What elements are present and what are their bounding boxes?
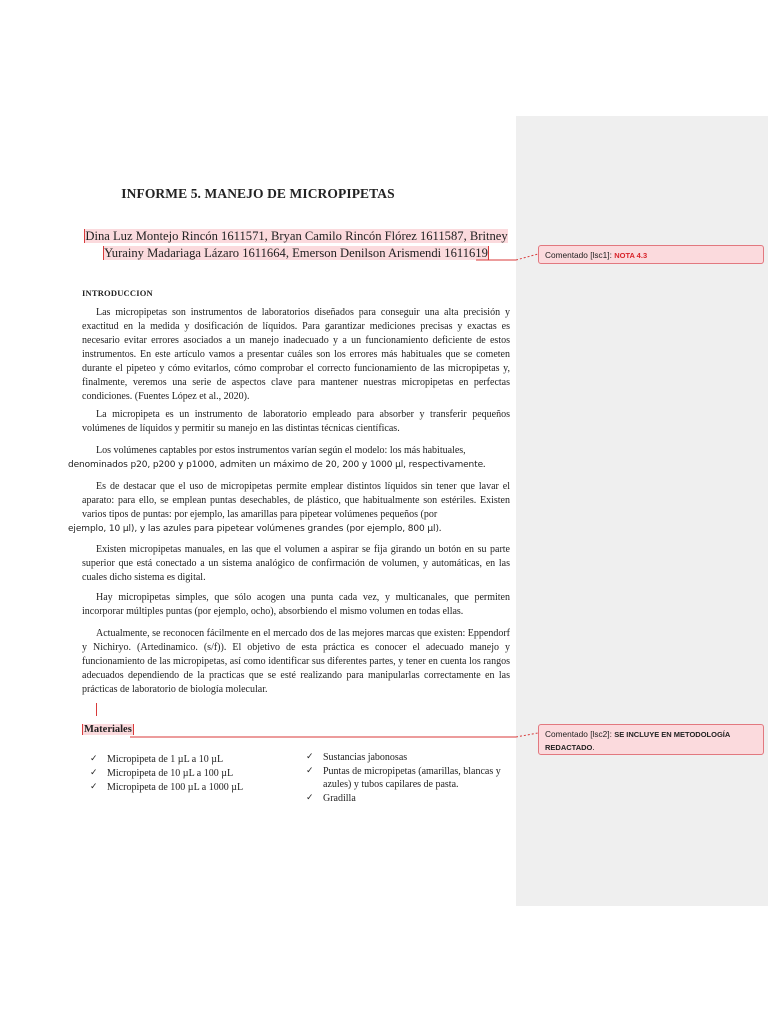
paragraph-period: . — [438, 523, 442, 534]
checkmark-icon: ✓ — [306, 793, 314, 803]
comment-text: NOTA 4.3 — [614, 251, 648, 260]
checkmark-icon: ✓ — [90, 768, 98, 778]
comment-suffix: . — [592, 742, 595, 752]
comment-author: Comentado [lsc1]: — [545, 250, 615, 260]
paragraph-period: . — [483, 459, 486, 470]
comment-lsc2[interactable] — [538, 724, 764, 755]
intro-paragraph-5 — [82, 543, 510, 585]
list-item-text: Sustancias jabonosas — [323, 752, 408, 763]
comment-text: SE INCLUYE EN METODOLOGÍA REDACTADO — [545, 730, 731, 752]
document-title: INFORME 5. MANEJO DE MICROPIPETAS — [121, 186, 395, 201]
comment-author: Comentado [lsc2]: — [545, 729, 615, 739]
comments-margin-pane — [516, 116, 768, 906]
paragraph-handwriting-text: ejemplo, 10 µl), y las azules para pipetear volúmenes grandes (por ejemplo, 800 µl) — [68, 524, 439, 534]
materials-list-left — [88, 753, 268, 795]
list-item-text: Micropipeta de 100 µL a 1000 µL — [107, 782, 244, 793]
checkmark-icon: ✓ — [306, 766, 314, 776]
materials-heading[interactable]: Materiales — [84, 724, 132, 735]
intro-paragraph-2 — [82, 408, 510, 436]
list-item — [304, 751, 514, 764]
text-cursor — [96, 703, 97, 716]
paragraph-text-part: Es de destacar que el uso de micropipetas permite emplear distintos líquidos sin tener que lavar el aparato: para ello, se emplean puntas desechables, de plástico, que habitualmente son estériles. Existen varios tipos de puntas: por ejemplo, las amarillas para pipetear volúmenes pequeños (por — [82, 481, 510, 520]
paragraph-text: Actualmente, se reconocen fácilmente en el mercado dos de las mejores marcas que existen: Eppendorf y Nichiryo. (Artedinamico. (s/f)). El objetivo de esta práctica es conocer el adecuado manejo y funcionamiento de las micropipetas, así como identificar sus diferentes partes, y tener en cuenta los rangos adecuados dependiendo de la practicas que se esté realizando para manipularlas correctamente en las prácticas de laboratorio de biología molecular. — [82, 628, 510, 695]
authors-line-2[interactable]: Yurainy Madariaga Lázaro 1611664, Emerson Denilson Arismendi 1611619 — [104, 246, 488, 260]
list-item — [304, 792, 514, 805]
authors-line-1[interactable]: Dina Luz Montejo Rincón 1611571, Bryan Camilo Rincón Flórez 1611587, Britney — [85, 229, 508, 243]
list-item-text: Gradilla — [323, 793, 356, 804]
paragraph-text-part: Los volúmenes captables por estos instrumentos varían según el modelo: los más habituales, — [96, 445, 466, 456]
paragraph-text — [68, 480, 510, 536]
paragraph-text: Existen micropipetas manuales, en las que el volumen a aspirar se fija girando un botón en su parte superior que está conectado a un sistema analógico de confirmación de volumen, y automáticas, en las cuales dicho sistema es digital. — [82, 544, 510, 583]
intro-paragraph-6 — [82, 591, 510, 619]
paragraph-text: Las micropipetas son instrumentos de laboratorios diseñados para conseguir una alta precisión y exactitud en la medida y dosificación de líquidos. Para garantizar mediciones precisas y exactas es necesario evitar errores asociados a un manejo inadecuado y a un funcionamiento deficiente de estos instrumentos. En este artículo vamos a presentar cuáles son los errores más habituales que se cometen durante el pipeteo y cómo evitarlos, cómo comprobar el correcto funcionamiento de las micropipetas y, finalmente, veremos una serie de aspectos clave para mantener nuestras micropipetas en perfectas condiciones. (Fuentes López et al., 2020). — [82, 307, 510, 402]
list-item-text: Micropipeta de 1 µL a 10 µL — [107, 754, 224, 765]
authors-block — [82, 228, 510, 262]
list-item — [88, 767, 268, 780]
comment-lsc1[interactable] — [538, 245, 764, 264]
checkmark-icon: ✓ — [90, 782, 98, 792]
intro-paragraph-1 — [82, 306, 510, 404]
materials-list-right — [304, 751, 514, 806]
paragraph-text: La micropipeta es un instrumento de laboratorio empleado para absorber y transferir pequeños volúmenes de líquidos y permitir su manejo en las distintas técnicas científicas. — [82, 409, 510, 434]
list-item — [88, 753, 268, 766]
list-item — [304, 765, 514, 791]
intro-heading: INTRODUCCION — [82, 288, 153, 298]
checkmark-icon: ✓ — [90, 754, 98, 764]
paragraph-text — [68, 444, 510, 472]
list-item-text: Micropipeta de 10 µL a 100 µL — [107, 768, 234, 779]
list-item — [88, 781, 257, 794]
intro-paragraph-3 — [68, 444, 510, 472]
paragraph-handwriting-text: denominados p20, p200 y p1000, admiten un máximo de 20, 200 y 1000 µl, respectivamente — [68, 460, 484, 470]
checkmark-icon: ✓ — [306, 752, 314, 762]
intro-paragraph-4 — [68, 480, 510, 536]
intro-paragraph-7 — [82, 627, 510, 697]
list-item-text: Puntas de micropipetas (amarillas, blancas y azules) y tubos capilares de pasta. — [323, 766, 501, 790]
paragraph-text: Hay micropipetas simples, que sólo acogen una punta cada vez, y multicanales, que permiten incorporar múltiples puntas (por ejemplo, ocho), absorbiendo el mismo volumen en todas ellas. — [82, 592, 510, 617]
